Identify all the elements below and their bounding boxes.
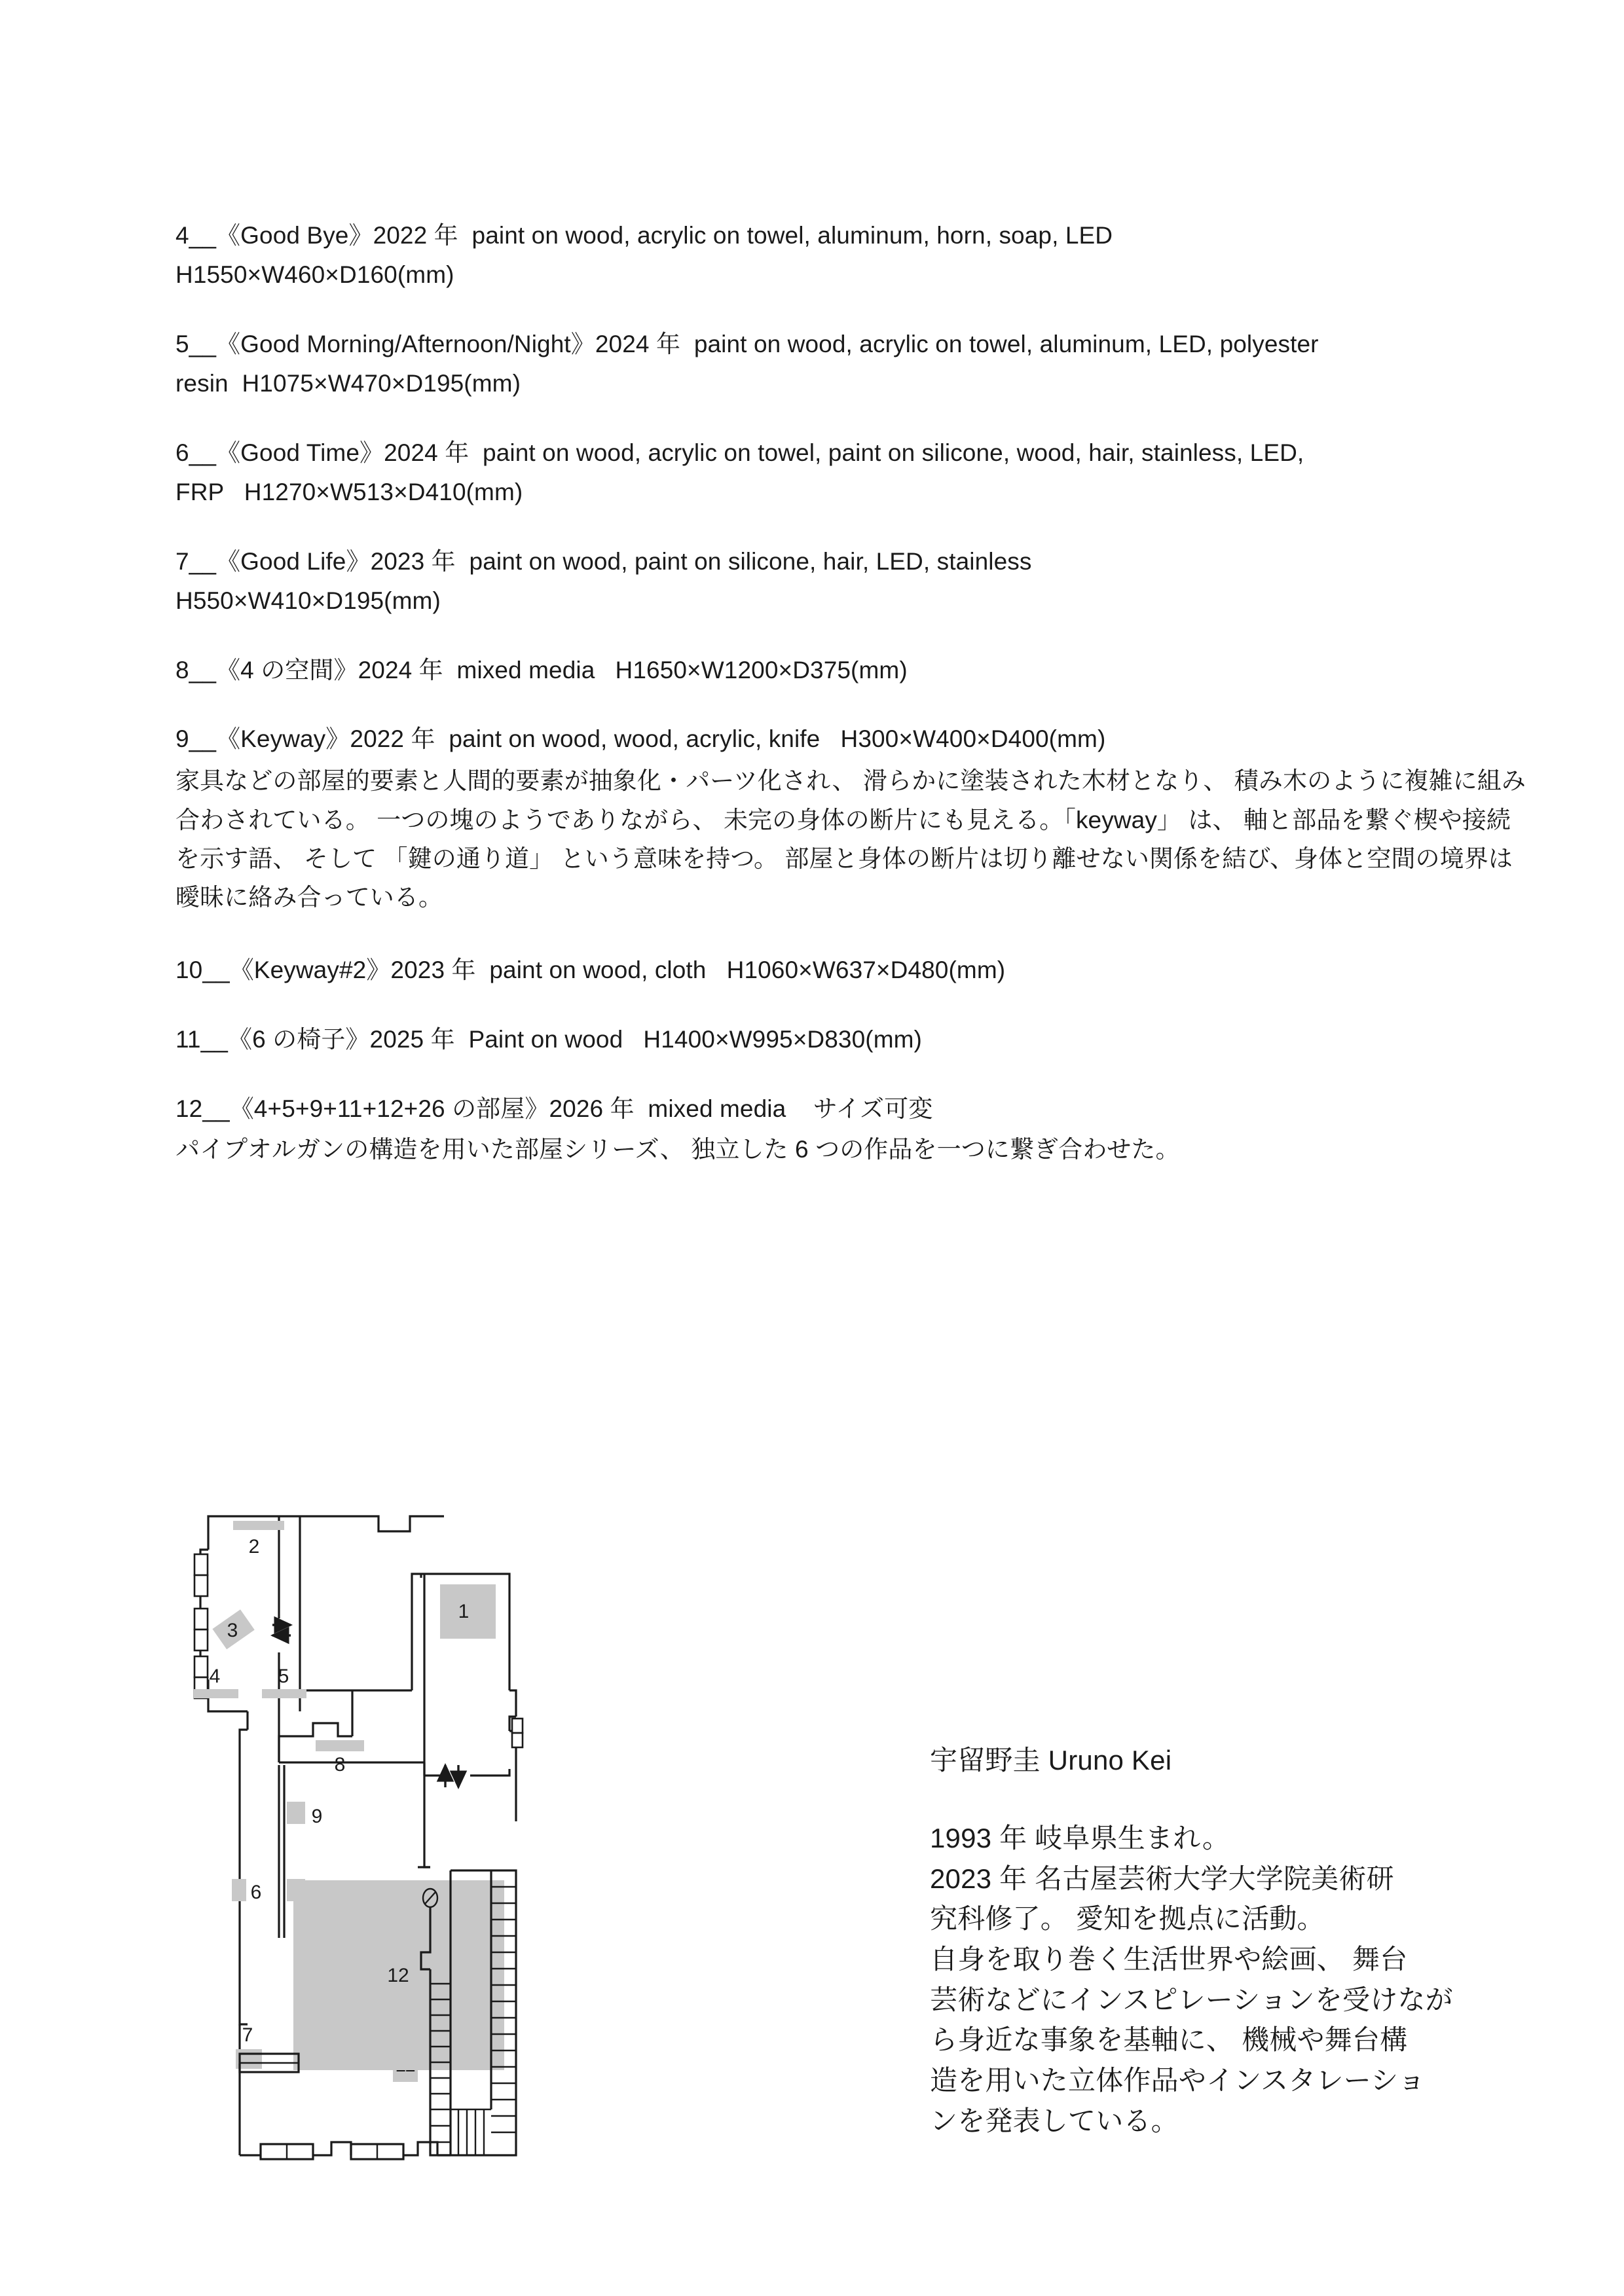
work-entry-12 xyxy=(175,1089,1531,1169)
work-description: パイプオルガンの構造を用いた部屋シリーズ、 独立した 6 つの作品を一つに繋ぎ合わせた。 xyxy=(175,1135,1180,1163)
plan-label-6: 6 xyxy=(250,1882,262,1903)
work-title-line: 12__《4+5+9+11+12+26 の部屋》2026 年 mixed media サイズ可変 xyxy=(175,1095,933,1122)
window-group-right xyxy=(512,1719,523,1747)
work-dimension-line: H550×W410×D195(mm) xyxy=(175,587,441,614)
plan-label-5: 5 xyxy=(278,1666,289,1687)
work-dimension-line: FRP H1270×W513×D410(mm) xyxy=(175,478,523,505)
work-entry-6 xyxy=(175,433,1531,512)
work-title-line: 7__《Good Life》2023 年 paint on wood, paint on silicone, hair, LED, stainless xyxy=(175,547,1032,575)
work-entry-4 xyxy=(175,216,1531,295)
work-block-6 xyxy=(232,1879,246,1901)
plan-label-2: 2 xyxy=(248,1536,260,1558)
work-title-line: 4__《Good Bye》2022 年 paint on wood, acrylic on towel, aluminum, horn, soap, LED xyxy=(175,222,1113,249)
work-title-line: 11__《6 の椅子》2025 年 Paint on wood H1400×W995×D830(mm) xyxy=(175,1026,922,1053)
work-title-line: 9__《Keyway》2022 年 paint on wood, wood, acrylic, knife H300×W400×D400(mm) xyxy=(175,725,1106,753)
work-entry-5 xyxy=(175,325,1531,403)
work-title-line: 5__《Good Morning/Afternoon/Night》2024 年 paint on wood, acrylic on towel, aluminum, LED, polyester xyxy=(175,330,1319,357)
work-block-9 xyxy=(287,1802,305,1824)
room8-walls xyxy=(279,1690,352,1762)
bio-line: 造を用いた立体作品やインスタレーショ xyxy=(930,2065,1426,2096)
work-block-5 xyxy=(262,1689,306,1698)
work-entry-10 xyxy=(175,951,1531,990)
bio-line: 自身を取り巻く生活世界や絵画、 舞台 xyxy=(930,1944,1408,1975)
plan-label-8: 8 xyxy=(334,1754,346,1776)
work-dimension-line: H1550×W460×D160(mm) xyxy=(175,261,454,288)
stair-arrows-icon xyxy=(445,1765,458,1787)
work-block-2 xyxy=(233,1521,284,1530)
work-block-4 xyxy=(194,1689,238,1698)
work-entry-9 xyxy=(175,720,1531,917)
works-list xyxy=(175,216,1531,1199)
work-title-line: 8__《4 の空間》2024 年 mixed media H1650×W1200×D375(mm) xyxy=(175,656,908,683)
plan-label-1: 1 xyxy=(458,1601,470,1622)
plan-label-4: 4 xyxy=(209,1666,221,1687)
work-dimension-line: resin H1075×W470×D195(mm) xyxy=(175,369,521,397)
work-entry-8 xyxy=(175,651,1531,690)
corridor-walls xyxy=(279,1516,412,1762)
artist-name: 宇留野圭 Uruno Kei xyxy=(930,1745,1172,1776)
work-description: 家具などの部屋的要素と人間的要素が抽象化・パーツ化され、 滑らかに塗装された木材となり、 積み木のように複雑に組み合わされている。 一つの塊のようでありながら、 未完の身体の断片にも見える。「keyway」 は、 軸と部品を繋ぐ楔や接続を示す語、 そして 「鍵の通り道」 という意味を持つ。 部屋と身体の断片は切り離せない関係を結び、身体と空間の境界は曖昧に絡み合っている。 xyxy=(175,767,1526,911)
artist-bio-text xyxy=(930,1818,1480,2141)
work-block-8 xyxy=(316,1740,364,1751)
work-title-line: 10__《Keyway#2》2023 年 paint on wood, cloth H1060×W637×D480(mm) xyxy=(175,957,1006,984)
plan-label-3: 3 xyxy=(227,1620,238,1641)
plan-label-12: 12 xyxy=(387,1965,409,1986)
artist-bio xyxy=(930,1741,1480,2141)
work-title-line: 6__《Good Time》2024 年 paint on wood, acrylic on towel, paint on silicone, wood, hair, stainless, LED, xyxy=(175,439,1304,466)
corridor-arrows-icon xyxy=(272,1625,291,1635)
bio-line: ら身近な事象を基軸に、 機械や舞台構 xyxy=(930,2024,1408,2056)
floorplan-svg xyxy=(162,1501,889,2221)
bio-line: 2023 年 名古屋芸術大学大学院美術研 xyxy=(930,1863,1394,1894)
plan-label-7: 7 xyxy=(242,2024,253,2046)
bio-line: ンを発表している。 xyxy=(930,2105,1179,2136)
floorplan xyxy=(162,1501,889,2221)
window-group-left xyxy=(194,1554,208,1698)
work-entry-7 xyxy=(175,542,1531,621)
bio-line: 芸術などにインスピレーションを受けなが xyxy=(930,1984,1453,2015)
plan-label-9: 9 xyxy=(311,1806,323,1827)
work-entry-11 xyxy=(175,1020,1531,1059)
bio-line: 1993 年 岐阜県生まれ。 xyxy=(930,1822,1230,1853)
bio-line: 究科修了。 愛知を拠点に活動。 xyxy=(930,1903,1325,1935)
